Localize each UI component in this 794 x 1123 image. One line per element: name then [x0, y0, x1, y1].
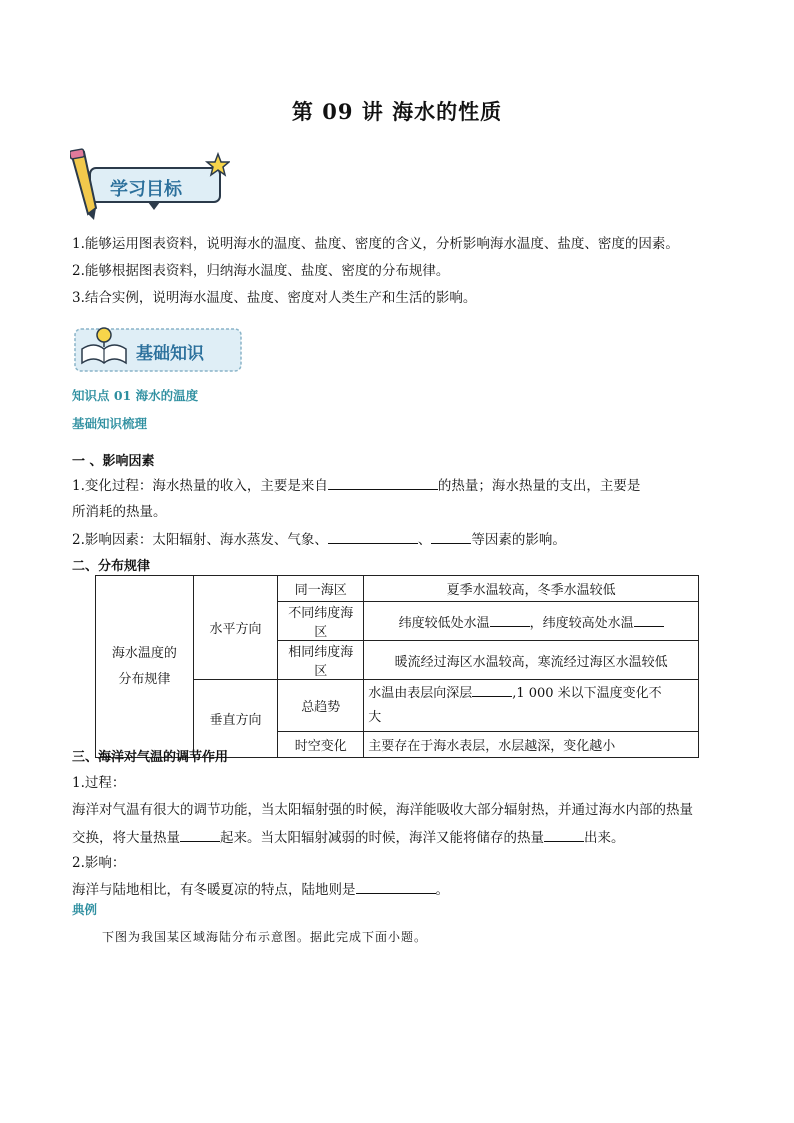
- section3-process-text-2: [72, 827, 625, 848]
- section2-heading: 二、分布规律: [72, 559, 151, 574]
- table-row-desc-b: ,1 000 米以下温度变化不: [512, 685, 662, 701]
- table-main-label: [96, 576, 194, 758]
- table-row-sub: 时空变化: [278, 732, 364, 758]
- knowledge-badge-label: 基础知识: [136, 344, 204, 364]
- table-row-sub: 同一海区: [278, 576, 364, 602]
- knowledge-point-subtitle: 基础知识梳理: [72, 416, 148, 431]
- table-row-sub: 相同纬度海区: [278, 641, 364, 680]
- section1-line2: [72, 529, 566, 550]
- table-main-label-line2: 分布规律: [118, 671, 171, 687]
- section3-text-c: 出来。: [584, 830, 625, 846]
- section1-line1-cont: 所消耗的热量。: [72, 504, 167, 520]
- section3-process-text: 海洋对气温有很大的调节功能，当太阳辐射强的时候，海洋能吸收大部分辐射热，并通过海水内部的热量: [72, 802, 693, 818]
- section3-text-b: 起来。当太阳辐射减弱的时候，海洋又能将储存的热量: [220, 830, 544, 846]
- example-label: 典例: [72, 902, 98, 917]
- section3-impact-text-b: 。: [435, 882, 449, 898]
- blank-low-latitude[interactable]: [490, 612, 530, 627]
- blank-heat-source[interactable]: [328, 475, 438, 490]
- table-row-desc: 主要存在于海水表层，水层越深，变化越小: [364, 732, 699, 758]
- knowledge-point-title: 知识点 01 海水的温度: [72, 388, 199, 403]
- table-row-desc: [364, 680, 699, 732]
- blank-factor-2[interactable]: [431, 529, 471, 544]
- table-row-desc-b: ，纬度较高处水温: [529, 615, 634, 631]
- distribution-table: [95, 575, 699, 758]
- blank-release[interactable]: [544, 827, 584, 842]
- goal-item-1: 1.能够运用图表资料，说明海水的温度、盐度、密度的含义，分析影响海水温度、盐度、密度的因素。: [72, 236, 679, 252]
- section3-heading: 三、海洋对气温的调节作用: [72, 750, 229, 765]
- table-row-sub: 不同纬度海区: [278, 602, 364, 641]
- example-text: 下图为我国某区域海陆分布示意图。据此完成下面小题。: [102, 930, 428, 944]
- table-row-desc-a: 水温由表层向深层: [368, 685, 473, 701]
- section1-line2-text-a: 2.影响因素：太阳辐射、海水蒸发、气象、: [72, 532, 328, 548]
- knowledge-badge: [74, 323, 244, 375]
- table-row-desc-c: 大: [368, 709, 382, 725]
- goal-item-3: 3.结合实例，说明海水温度、盐度、密度对人类生产和生活的影响。: [72, 290, 477, 306]
- blank-land[interactable]: [356, 879, 436, 894]
- goals-badge-label: 学习目标: [110, 179, 182, 200]
- table-vertical-label: 垂直方向: [193, 680, 278, 758]
- section1-line2-text-b: 、: [417, 532, 432, 548]
- table-row-desc-a: 纬度较低处水温: [398, 615, 490, 631]
- section1-line1-text-a: 1.变化过程：海水热量的收入，主要是来自: [72, 478, 328, 494]
- blank-store[interactable]: [180, 827, 220, 842]
- table-row-desc: 暖流经过海区水温较高，寒流经过海区水温较低: [364, 641, 699, 680]
- goal-item-2: 2.能够根据图表资料，归纳海水温度、盐度、密度的分布规律。: [72, 263, 450, 279]
- goals-badge: [70, 148, 230, 220]
- blank-high-latitude[interactable]: [634, 612, 664, 627]
- table-main-label-line1: 海水温度的: [111, 645, 177, 661]
- section3-text-a: 交换，将大量热量: [72, 830, 180, 846]
- blank-depth-trend[interactable]: [472, 682, 512, 697]
- table-horizontal-label: 水平方向: [193, 576, 278, 680]
- table-row-sub: 总趋势: [278, 680, 364, 732]
- section1-line2-text-c: 等因素的影响。: [471, 532, 566, 548]
- table-row-desc: [364, 602, 699, 641]
- section3-process-label: 1.过程：: [72, 775, 126, 791]
- section3-impact-text: [72, 879, 449, 900]
- section1-line1: [72, 475, 640, 496]
- blank-factor-1[interactable]: [328, 529, 418, 544]
- table-row-desc: 夏季水温较高，冬季水温较低: [364, 576, 699, 602]
- page-title: 第 09 讲 海水的性质: [291, 99, 503, 124]
- section3-impact-text-a: 海洋与陆地相比，有冬暖夏凉的特点，陆地则是: [72, 882, 356, 898]
- section1-line1-text-b: 的热量；海水热量的支出，主要是: [437, 478, 641, 494]
- section3-impact-label: 2.影响：: [72, 855, 126, 871]
- section1-heading: 一 、影响因素: [72, 454, 155, 469]
